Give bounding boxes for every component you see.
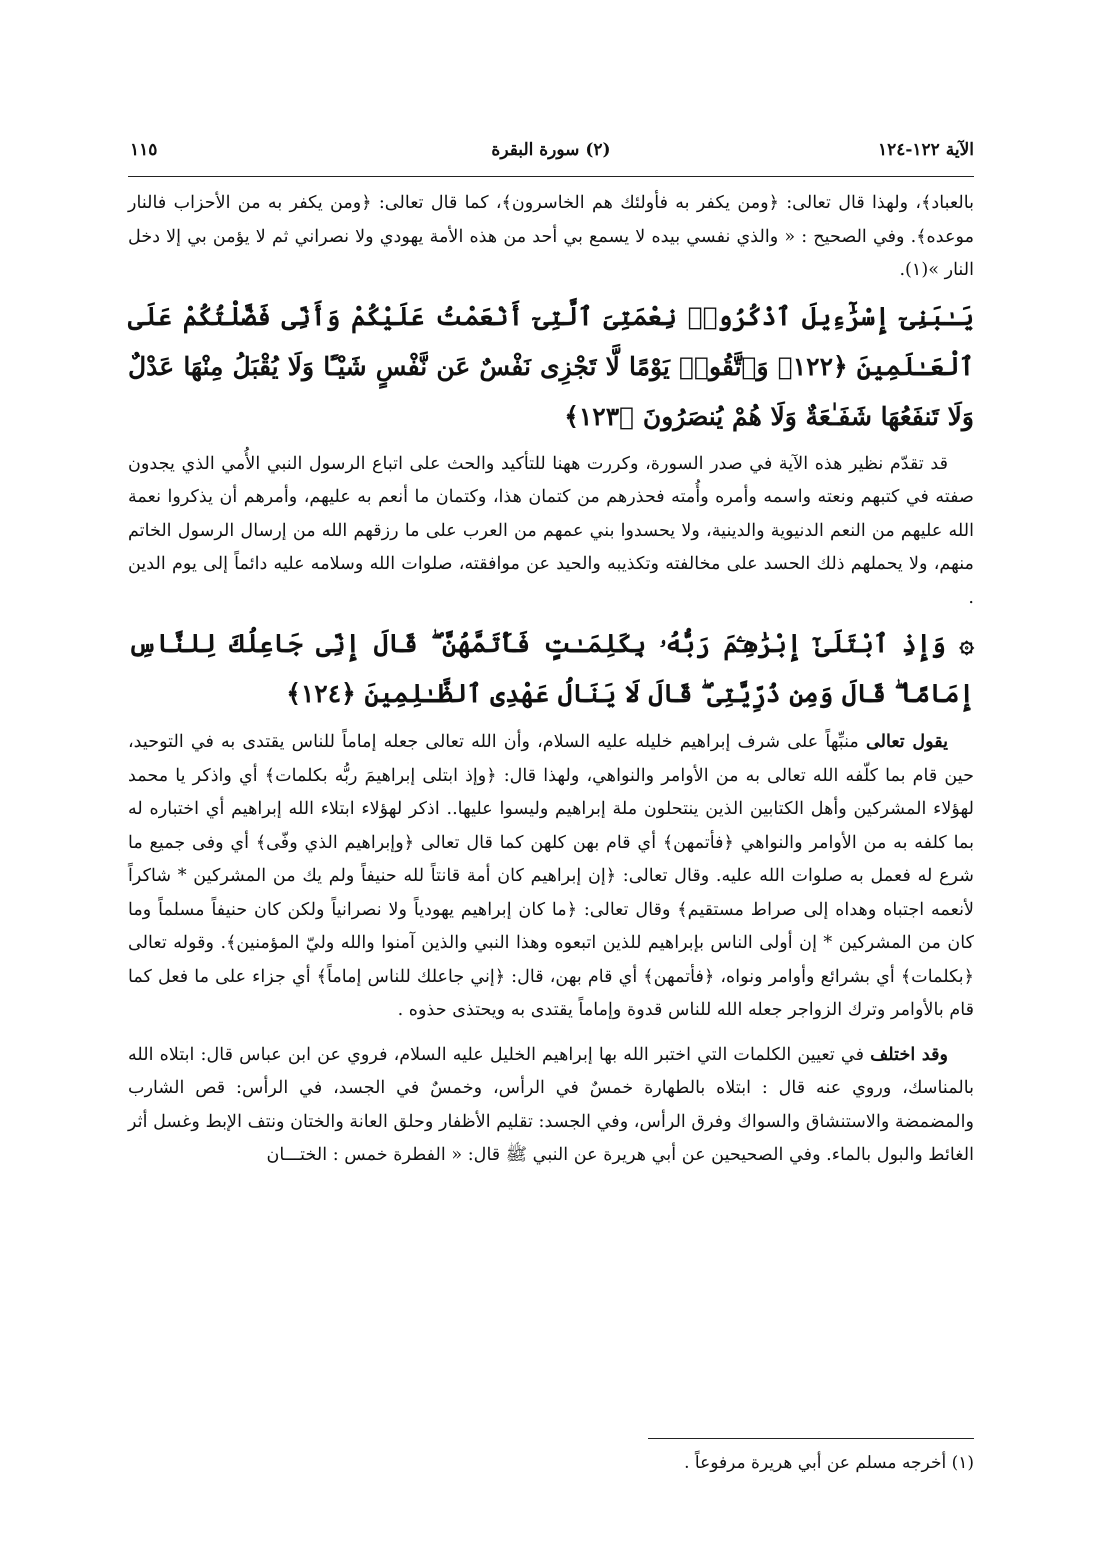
paragraph-body: منبِّهاً على شرف إبراهيم خليله عليه السلام، وأن الله تعالى جعله إماماً للناس يقتدى به في التوحيد، حين قام بما كلّفه الله تعالى به من الأوامر والنواهي، ولهذا قال: ﴿وإذ ابتلى إبراهيمَ ربُّه بكلمات﴾ أي واذكر يا محمد لهؤلاء المشركين وأهل الكتابين الذين ينتحلون ملة إبراهيم وليسوا عليها.. اذكر لهؤلاء ابتلاء الله إبراهيم أي اختباره له بما كلفه به من الأوامر والنواهي ﴿فأتمهن﴾ أي قام بهن كلهن كما قال تعالى ﴿وإبراهيم الذي وفّى﴾ أي وفى جميع ما شرع له فعمل به صلوات الله عليه. وقال تعالى: ﴿إن إبراهيم كان أمة قانتاً لله حنيفاً ولم يك من المشركين * شاكراً لأنعمه اجتباه وهداه إلى صراط مستقيم﴾ وقال تعالى: ﴿ما كان إبراهيم يهودياً ولا نصرانياً ولكن كان حنيفاً مسلماً وما كان من المشركين * إن أولى الناس بإبراهيم للذين اتبعوه وهذا النبي والذين آمنوا والله وليّ المؤمنين﴾. وقوله تعالى ﴿بكلمات﴾ أي بشرائع وأوامر ونواه، ﴿فأتمهن﴾ أي قام بهن، قال: ﴿إني جاعلك للناس إماماً﴾ أي جزاء على ما فعل كما قام بالأوامر وترك الزواجر جعله الله للناس قدوة وإماماً يقتدى به ويحتذى حذوه . bbox=[128, 732, 974, 1020]
page-number: ١١٥ bbox=[130, 140, 158, 160]
commentary-paragraph-2: قد تقدّم نظير هذه الآية في صدر السورة، وكررت ههنا للتأكيد والحث على اتباع الرسول النبي الأُمي الذي يجدون صفته في كتبهم ونعته واسمه وأمره وأُمته فحذرهم من كتمان هذا، وكتمان ما أنعم به عليهم، وأمرهم أن يذكروا نعمة الله عليهم من النعم الدنيوية والدينية، ولا يحسدوا بني عمهم من العرب على ما رزقهم الله من إرسال الرسول الخاتم منهم، ولا يحملهم ذلك الحسد على مخالفته وتكذيبه والحيد عن موافقته، صلوات الله وسلامه عليه دائماً إلى يوم الدين . bbox=[128, 453, 974, 608]
book-page bbox=[128, 138, 974, 1473]
footnote: (١) أخرجه مسلم عن أبي هريرة مرفوعاً . bbox=[684, 1453, 974, 1473]
ayah-range: الآية ١٢٢-١٢٤ bbox=[877, 140, 974, 160]
paragraph-lead-words: يقول تعالى bbox=[865, 731, 948, 752]
commentary-paragraph-1: بالعباد﴾، ولهذا قال تعالى: ﴿ومن يكفر به فأولئك هم الخاسرون﴾، كما قال تعالى: ﴿ومن يكفر به من الأحزاب فالنار موعده﴾. وفي الصحيح : « والذي نفسي بيده لا يسمع بي أحد من هذه الأمة يهودي ولا نصراني ثم لا يؤمن بي إلا دخل النار »(١). bbox=[128, 193, 974, 280]
paragraph-lead-words: وقد اختلف bbox=[870, 1043, 948, 1065]
running-header bbox=[128, 138, 974, 168]
quran-verse-124: ۞ وَإِذِ ٱبْتَلَىٰٓ إِبْرَٰهِـۧمَ رَبُّهُۥ بِكَلِمَـٰتٍ فَأَتَمَّهُنَّ ۖ قَالَ إِنِّى جَاعِلُكَ لِلنَّاسِ إِمَامًا ۖ قَالَ وَمِن ذُرِّيَّتِى ۖ قَالَ لَا يَنَالُ عَهْدِى ٱلظَّـٰلِمِينَ ﴿١٢٤﴾ bbox=[128, 629, 974, 708]
commentary-paragraph-3 bbox=[128, 725, 974, 1028]
surah-title: (٢) سورة البقرة bbox=[491, 140, 611, 160]
paragraph-body: في تعيين الكلمات التي اختبر الله بها إبراهيم الخليل عليه السلام، فروي عن ابن عباس قال: ابتلاه الله بالمناسك، وروي عنه قال : ابتلاه بالطهارة خمسٌ في الرأس، وخمسٌ في الجسد، في الرأس: قص الشارب والمضمضة والاستنشاق والسواك وفرق الرأس، وفي الجسد: تقليم الأظفار وحلق العانة والختان ونتف الإبط وغسل أثر الغائط والبول بالماء. وفي الصحيحين عن أبي هريرة عن النبي ﷺ قال: « الفطرة خمس : الختـــان bbox=[128, 1044, 974, 1165]
paragraph-gap bbox=[128, 1028, 974, 1038]
quran-verse-122-123: يَـٰبَنِىٓ إِسْرَٰٓءِيلَ ٱذْكُرُوا۟ نِعْمَتِىَ ٱلَّتِىٓ أَنْعَمْتُ عَلَيْكُمْ وَأَنِّى فَضَّلْتُكُمْ عَلَى ٱلْعَـٰلَمِينَ ﴿١٢٢﴾ وَٱتَّقُوا۟ يَوْمًا لَّا تَجْزِى نَفْسٌ عَن نَّفْسٍ شَيْـًٔا وَلَا يُقْبَلُ مِنْهَا عَدْلٌ وَلَا تَنفَعُهَا شَفَـٰعَةٌ وَلَا هُمْ يُنصَرُونَ ﴿١٢٣﴾ bbox=[128, 301, 974, 431]
header-divider bbox=[128, 176, 974, 177]
commentary-paragraph-4 bbox=[128, 1038, 974, 1173]
footnote-divider bbox=[648, 1438, 974, 1439]
